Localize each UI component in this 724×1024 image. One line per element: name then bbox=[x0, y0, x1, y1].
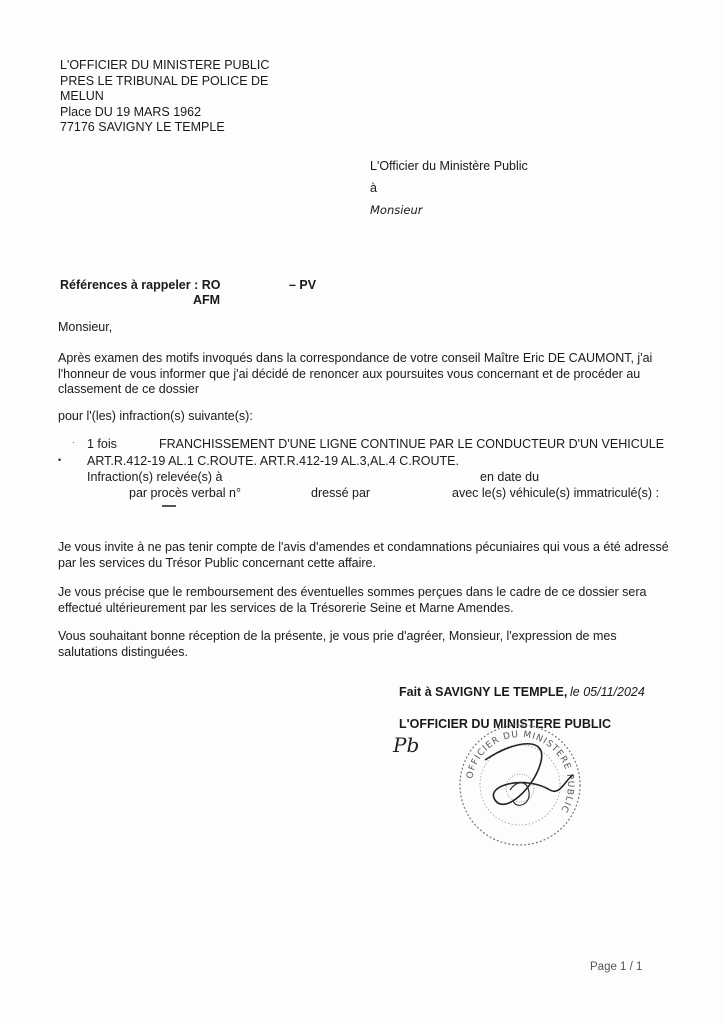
infractions-intro: pour l'(les) infraction(s) suivante(s): bbox=[58, 409, 253, 423]
infraction-date: en date du bbox=[480, 470, 540, 484]
page-number: Page 1 / 1 bbox=[590, 961, 643, 973]
paragraph-invitation: Je vous invite à ne pas tenir compte de l'avis d'amendes et condamnations pécuniaires qui vous a été adressé par les services du Trésor Public concernant cette affaire. bbox=[58, 540, 669, 570]
infraction-articles: ART.R.412-19 AL.1 C.ROUTE. ART.R.412-19 AL.3,AL.4 C.ROUTE. bbox=[87, 454, 459, 468]
sender-line: 77176 SAVIGNY LE TEMPLE bbox=[60, 120, 225, 134]
signature-place: Fait à SAVIGNY LE TEMPLE, bbox=[399, 685, 568, 699]
sender-line: MELUN bbox=[60, 89, 104, 103]
stamp-ring-text: OFFICIER DU MINISTERE PUBLIC bbox=[465, 729, 576, 815]
recipient-from: L'Officier du Ministère Public bbox=[370, 159, 528, 173]
sender-line: Place DU 19 MARS 1962 bbox=[60, 104, 202, 119]
svg-text:OFFICIER DU MINISTERE PUBLIC bbox=[465, 730, 575, 815]
bullet-dot: • bbox=[58, 455, 62, 465]
stamp-seal bbox=[455, 720, 585, 850]
recipient-name: Monsieur bbox=[370, 203, 423, 217]
infraction-label: FRANCHISSEMENT D'UNE LIGNE CONTINUE PAR LE CONDUCTEUR D'UN VEHICULE bbox=[159, 437, 665, 451]
handwritten-initials bbox=[393, 733, 419, 757]
sender-line: PRES LE TRIBUNAL DE POLICE DE bbox=[60, 73, 269, 88]
bullet-mark: · bbox=[72, 438, 75, 447]
salutation: Monsieur, bbox=[58, 320, 113, 334]
paragraph-closing: Vous souhaitant bonne réception de la présente, je vous prie d'agréer, Monsieur, l'expression de mes salutations distinguées. bbox=[58, 629, 617, 659]
references-pv: – PV bbox=[289, 278, 317, 292]
redaction-fragment bbox=[162, 505, 176, 507]
references-label: Références à rappeler : RO bbox=[60, 278, 221, 292]
recipient-to: à bbox=[370, 181, 377, 195]
infraction-vehicle: avec le(s) véhicule(s) immatriculé(s) : bbox=[452, 486, 659, 500]
official-stamp bbox=[455, 720, 585, 850]
infraction-count: 1 fois bbox=[87, 437, 117, 451]
infraction-dresse: dressé par bbox=[311, 486, 371, 500]
initials-text: Pb bbox=[393, 733, 420, 757]
signature-date: le 05/11/2024 bbox=[570, 685, 645, 699]
signature-title: L'OFFICIER DU MINISTERE PUBLIC bbox=[399, 717, 611, 731]
infraction-pv-number: par procès verbal n° bbox=[129, 486, 241, 500]
references-afm: AFM bbox=[193, 293, 221, 307]
paragraph-decision: Après examen des motifs invoqués dans la correspondance de votre conseil Maître Eric DE CAUMONT, j'ai l'honneur de vous informer que j'ai décidé de renoncer aux poursuites vous concernant et de procéder au classement de ce dossier bbox=[58, 351, 653, 396]
infraction-relevee: Infraction(s) relevée(s) à bbox=[87, 470, 223, 484]
paragraph-refund: Je vous précise que le remboursement des éventuelles sommes perçues dans le cadre de ce dossier sera effectué ultérieurement par les services de la Trésorerie Seine et Marne Amendes. bbox=[58, 585, 647, 615]
sender-line: L'OFFICIER DU MINISTERE PUBLIC bbox=[60, 58, 270, 72]
sender-address bbox=[60, 58, 269, 136]
